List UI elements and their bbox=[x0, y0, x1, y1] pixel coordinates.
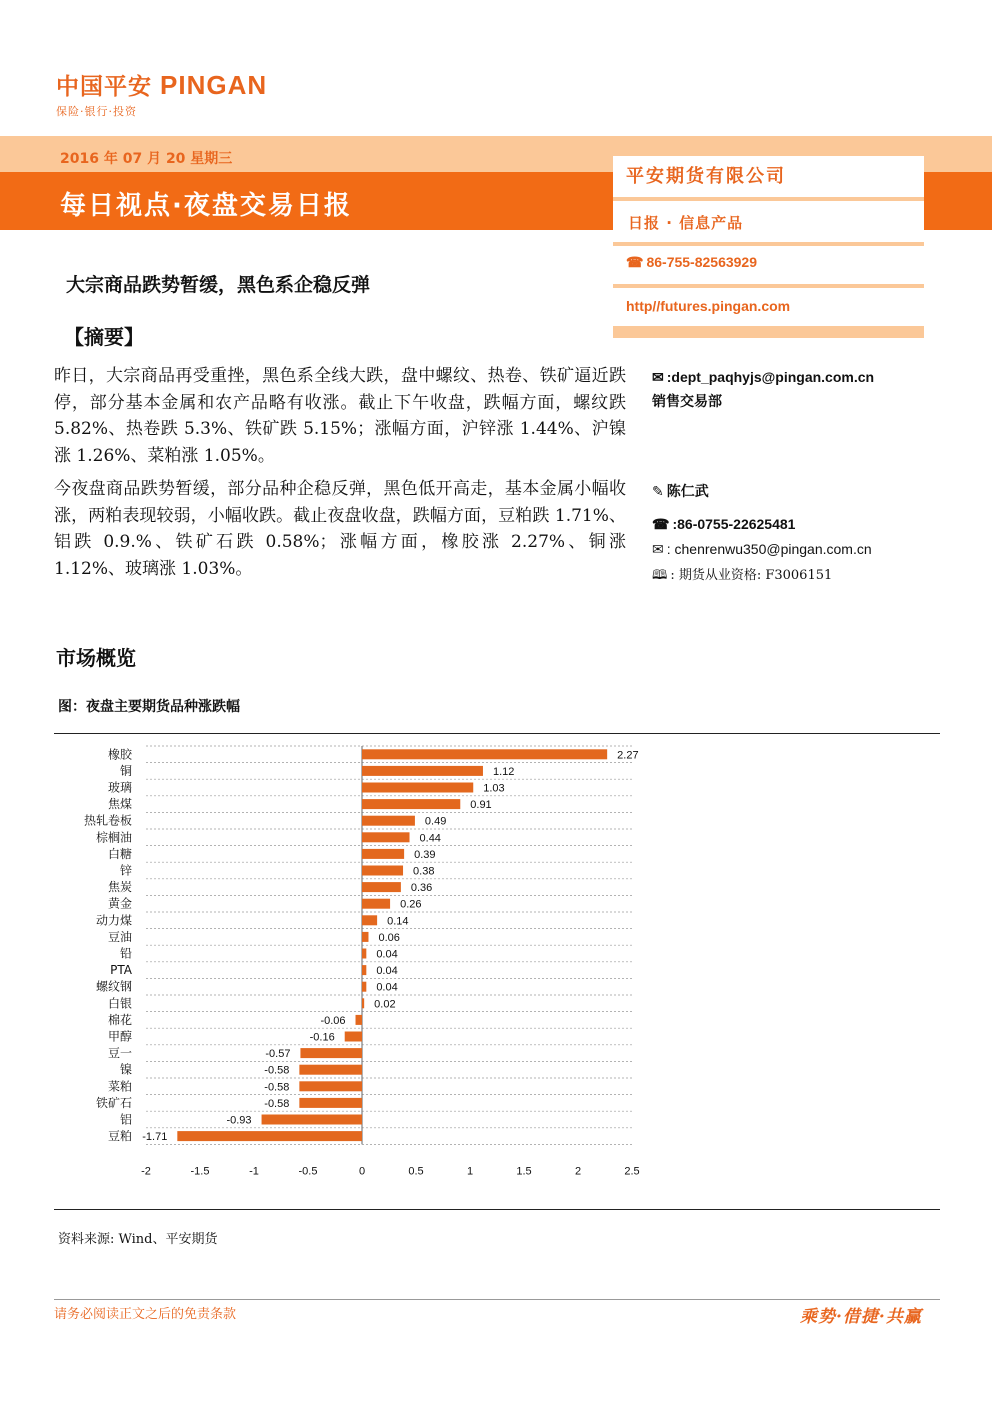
analyst-name bbox=[652, 481, 709, 501]
bar bbox=[300, 1048, 362, 1058]
logo-subtitle: 保险·银行·投资 bbox=[56, 105, 137, 118]
value-label: 0.26 bbox=[400, 898, 422, 911]
value-label: 0.38 bbox=[413, 865, 435, 878]
chart-bottom-rule bbox=[54, 1209, 940, 1210]
envelope-icon: ✉ bbox=[652, 541, 664, 557]
value-label: 1.03 bbox=[483, 782, 505, 795]
report-title: 每日视点·夜盘交易日报 bbox=[60, 191, 352, 221]
analyst-email-text: : chenrenwu350@pingan.com.cn bbox=[666, 541, 872, 557]
futures-change-bar-chart bbox=[54, 736, 940, 1206]
slogan: 乘势·借捷·共赢 bbox=[800, 1307, 922, 1327]
logo-cn: 中国平安 bbox=[56, 74, 152, 100]
bar bbox=[362, 766, 483, 776]
bar bbox=[362, 982, 366, 992]
category-label: 甲醇 bbox=[107, 1029, 132, 1044]
bar bbox=[362, 783, 473, 793]
bar bbox=[362, 866, 403, 876]
value-label: 0.49 bbox=[424, 815, 447, 828]
bar bbox=[362, 816, 415, 826]
category-label: 豆一 bbox=[107, 1046, 132, 1061]
category-label: 铁矿石 bbox=[95, 1095, 132, 1110]
value-label: 0.36 bbox=[410, 882, 433, 895]
category-label: 铝 bbox=[119, 1112, 132, 1127]
category-label: 动力煤 bbox=[95, 913, 132, 928]
abstract-paragraph-1: 昨日，大宗商品再受重挫，黑色系全线大跌，盘中螺纹、热卷、铁矿逼近跌停，部分基本金属和农产品略有收涨。截止下午收盘，跌幅方面，螺纹跌 5.82%、热卷跌 5.3%、铁矿跌 5.15%；涨幅方面，沪锌涨 1.44%、沪镍涨 1.26%、菜粕涨 1.05%。 bbox=[54, 366, 626, 466]
dept-name: 销售交易部 bbox=[652, 394, 722, 410]
bar bbox=[362, 915, 377, 925]
x-tick-label: -1 bbox=[249, 1165, 259, 1178]
value-label: 0.06 bbox=[378, 931, 400, 944]
x-tick-label: 1.5 bbox=[516, 1165, 532, 1178]
category-label: 棉花 bbox=[107, 1012, 132, 1027]
category-label: 螺纹钢 bbox=[95, 979, 132, 994]
value-label: -0.16 bbox=[309, 1031, 335, 1044]
chart-top-rule bbox=[54, 733, 940, 734]
product-type: 日报 · 信息产品 bbox=[628, 214, 744, 232]
analyst-cert-text: : 期货从业资格: F3006151 bbox=[670, 568, 833, 583]
footer-rule bbox=[54, 1299, 940, 1300]
telephone-icon: ☎ bbox=[652, 516, 670, 532]
value-label: 0.04 bbox=[376, 965, 398, 978]
bar bbox=[362, 832, 410, 842]
x-tick-label: 0 bbox=[358, 1165, 366, 1178]
value-label: -0.06 bbox=[320, 1014, 346, 1027]
bar bbox=[362, 932, 368, 942]
bar bbox=[362, 899, 390, 909]
value-label: 2.27 bbox=[617, 749, 639, 762]
bar bbox=[299, 1098, 362, 1108]
category-label: 白银 bbox=[107, 996, 132, 1011]
bar bbox=[262, 1115, 362, 1125]
value-label: 0.04 bbox=[376, 981, 398, 994]
bar bbox=[362, 849, 404, 859]
logo-en: PINGAN bbox=[160, 70, 268, 100]
x-tick-label: -0.5 bbox=[298, 1165, 318, 1178]
category-label: 橡胶 bbox=[107, 747, 132, 762]
value-label: -0.93 bbox=[226, 1114, 252, 1127]
company-phone-number: 86-755-82563929 bbox=[646, 254, 757, 270]
value-label: -0.58 bbox=[264, 1064, 290, 1077]
bar bbox=[362, 749, 607, 759]
bar bbox=[362, 882, 401, 892]
bar bbox=[362, 965, 366, 975]
value-label: 0.39 bbox=[414, 848, 436, 861]
value-label: -0.58 bbox=[264, 1097, 290, 1110]
section-title-market: 市场概览 bbox=[56, 646, 136, 670]
dept-email-text: :dept_paqhyjs@pingan.com.cn bbox=[666, 369, 875, 385]
dept-email[interactable] bbox=[652, 369, 874, 386]
bar bbox=[362, 998, 364, 1008]
pen-icon: ✎ bbox=[652, 484, 664, 500]
x-tick-label: 2.5 bbox=[624, 1165, 640, 1178]
category-label: 菜粕 bbox=[107, 1079, 132, 1094]
x-tick-label: 1 bbox=[466, 1165, 474, 1178]
category-label: 锌 bbox=[119, 863, 132, 878]
category-label: 焦煤 bbox=[107, 797, 132, 812]
analyst-cert bbox=[652, 564, 832, 588]
x-tick-label: -2 bbox=[141, 1165, 151, 1178]
report-date: 2016 年 07 月 20 星期三 bbox=[60, 151, 233, 167]
divider bbox=[613, 197, 924, 201]
analyst-phone bbox=[652, 516, 795, 533]
headline: 大宗商品跌势暂缓，黑色系企稳反弹 bbox=[66, 274, 371, 296]
value-label: 0.44 bbox=[419, 832, 441, 845]
category-label: 玻璃 bbox=[107, 780, 132, 795]
value-label: 0.14 bbox=[387, 915, 409, 928]
envelope-icon: ✉ bbox=[652, 369, 664, 385]
data-source: 资料来源: Wind、平安期货 bbox=[58, 1232, 218, 1247]
category-label: 焦炭 bbox=[107, 880, 132, 895]
telephone-icon: ☎ bbox=[626, 254, 644, 270]
divider bbox=[613, 242, 924, 246]
bar bbox=[362, 799, 460, 809]
value-label: 0.91 bbox=[470, 799, 492, 812]
category-label: 豆油 bbox=[107, 929, 132, 944]
divider bbox=[613, 326, 924, 338]
book-icon: 🕮 bbox=[652, 568, 668, 583]
category-label: PTA bbox=[110, 963, 132, 978]
value-label: -1.71 bbox=[142, 1131, 168, 1144]
category-label: 铜 bbox=[119, 763, 132, 778]
value-label: 0.04 bbox=[376, 948, 398, 961]
category-label: 棕榈油 bbox=[95, 830, 132, 845]
abstract-paragraph-2: 今夜盘商品跌势暂缓，部分品种企稳反弹，黑色低开高走，基本金属小幅收涨，两粕表现较弱，小幅收跌。截止夜盘收盘，跌幅方面，豆粕跌 1.71%、铝跌 0.9.%、铁矿石跌 0.58%；涨幅方面，橡胶涨 2.27%、铜涨 1.12%、玻璃涨 1.03%。 bbox=[54, 479, 626, 579]
category-label: 镍 bbox=[119, 1062, 132, 1077]
value-label: -0.58 bbox=[264, 1081, 290, 1094]
analyst-name-text: 陈仁武 bbox=[666, 484, 709, 500]
x-tick-label: 2 bbox=[574, 1165, 582, 1178]
category-label: 热轧卷板 bbox=[83, 813, 132, 828]
analyst-phone-text: :86-0755-22625481 bbox=[672, 516, 796, 532]
category-label: 豆粕 bbox=[107, 1129, 132, 1144]
analyst-email[interactable] bbox=[652, 541, 872, 558]
value-label: -0.57 bbox=[265, 1048, 291, 1061]
bar bbox=[299, 1081, 362, 1091]
category-label: 白糖 bbox=[107, 846, 132, 861]
x-tick-label: 0.5 bbox=[408, 1165, 424, 1178]
value-label: 1.12 bbox=[492, 765, 515, 778]
value-label: 0.02 bbox=[374, 998, 396, 1011]
abstract-label: 【摘要】 bbox=[64, 325, 144, 349]
disclaimer[interactable]: 请务必阅读正文之后的免责条款 bbox=[54, 1307, 237, 1322]
bar bbox=[362, 949, 366, 959]
figure-title: 图：夜盘主要期货品种涨跌幅 bbox=[58, 699, 240, 715]
category-label: 黄金 bbox=[107, 896, 132, 911]
pingan-logo bbox=[56, 68, 267, 119]
divider bbox=[613, 284, 924, 288]
company-website[interactable]: http//futures.pingan.com bbox=[626, 298, 791, 314]
company-phone bbox=[626, 254, 757, 271]
category-label: 铅 bbox=[119, 946, 132, 961]
x-tick-label: -1.5 bbox=[190, 1165, 210, 1178]
company-name: 平安期货有限公司 bbox=[626, 166, 786, 187]
bar bbox=[356, 1015, 362, 1025]
bar bbox=[299, 1065, 362, 1075]
bar bbox=[345, 1032, 362, 1042]
bar bbox=[177, 1131, 362, 1141]
